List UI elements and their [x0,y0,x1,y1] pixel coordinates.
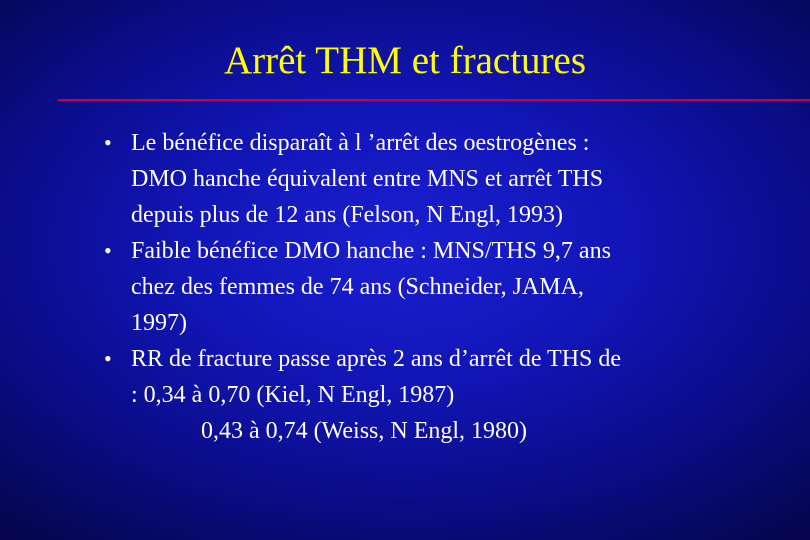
slide-title: Arrêt THM et fractures [223,39,587,82]
bullet-3-line-1: RR de fracture passe après 2 ans d’arrêt de THS de [131,346,622,372]
bullet-item-3 [104,341,794,449]
bullet-1-line-1: Le bénéfice disparaît à l ’arrêt des oestrogènes : [131,130,590,156]
bullet-icon: • [104,346,112,371]
bullet-icon: • [104,238,112,263]
bullet-list [104,125,794,449]
title-divider [58,99,810,101]
bullet-2-line-3: 1997) [131,310,187,336]
bullet-1-line-3: depuis plus de 12 ans (Felson, N Engl, 1993) [131,202,563,228]
bullet-3-line-3: 0,43 à 0,74 (Weiss, N Engl, 1980) [201,418,528,444]
bullet-2-line-2: chez des femmes de 74 ans (Schneider, JAMA, [131,274,584,300]
bullet-2-line-1: Faible bénéfice DMO hanche : MNS/THS 9,7 ans [131,238,611,264]
bullet-icon: • [104,130,112,155]
bullet-3-line-2: : 0,34 à 0,70 (Kiel, N Engl, 1987) [131,382,455,408]
bullet-1-line-2: DMO hanche équivalent entre MNS et arrêt THS [131,166,604,192]
bullet-item-2 [104,233,794,341]
bullet-item-1 [104,125,794,233]
